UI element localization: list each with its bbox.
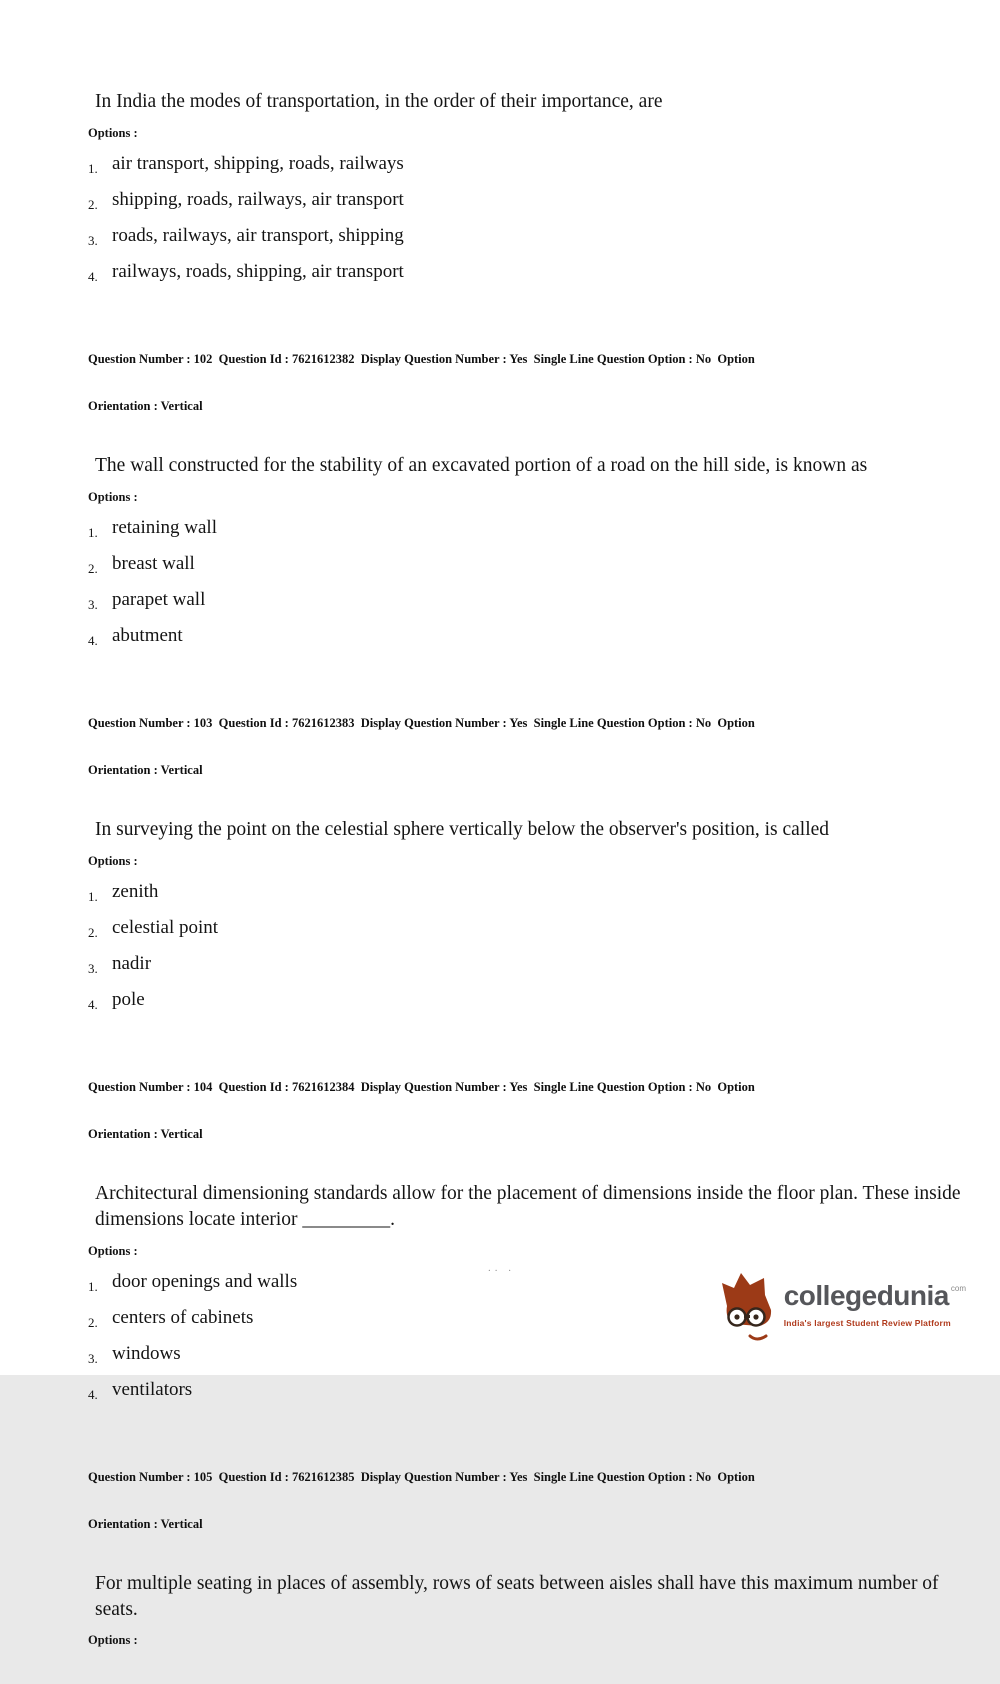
question-meta-line1: Question Number : 105 Question Id : 7621612385 Display Question Number : Yes Single Line Question Option : No Option: [88, 1469, 755, 1484]
question-meta-line2: Orientation : Vertical: [88, 1126, 203, 1141]
option-text: ventilators: [112, 1378, 193, 1400]
question-block: [88, 321, 976, 649]
option-text: windows: [112, 1342, 181, 1364]
collegedunia-bird-icon: [720, 1270, 774, 1344]
option-text: zenith: [112, 880, 159, 902]
question-text: The wall constructed for the stability of an excavated portion of a road on the hill side, is known as: [95, 454, 868, 476]
option-number: 4.: [88, 1386, 98, 1402]
option-row: [88, 987, 976, 1013]
logo-text: [784, 1270, 966, 1328]
options-label: Options :: [88, 489, 138, 504]
option-text: roads, railways, air transport, shipping: [112, 224, 404, 246]
question-meta-line2: Orientation : Vertical: [88, 762, 203, 777]
option-number: 4.: [88, 996, 98, 1012]
option-number: 1.: [88, 888, 98, 904]
question-meta-line2: Orientation : Vertical: [88, 1516, 203, 1531]
option-text: breast wall: [112, 552, 195, 574]
question-block: [88, 1439, 976, 1649]
option-number: 3.: [88, 232, 98, 248]
option-number: 3.: [88, 596, 98, 612]
question-meta: [88, 321, 976, 446]
options-label: Options :: [88, 1633, 138, 1648]
question-block: [88, 1049, 976, 1403]
option-number: 2.: [88, 924, 98, 940]
option-text: pole: [112, 988, 145, 1010]
question-meta: [88, 1049, 976, 1174]
option-row: [88, 259, 976, 285]
option-text: celestial point: [112, 916, 219, 938]
option-row: [88, 623, 976, 649]
question-meta: [88, 685, 976, 810]
options-label: Options :: [88, 125, 138, 140]
option-row: [88, 951, 976, 977]
question-meta-line1: Question Number : 103 Question Id : 7621612383 Display Question Number : Yes Single Line Question Option : No Option: [88, 716, 755, 731]
question-list: [88, 82, 976, 1684]
option-row: [88, 587, 976, 613]
option-text: air transport, shipping, roads, railways: [112, 152, 404, 174]
option-number: 4.: [88, 268, 98, 284]
question-block: [88, 89, 976, 285]
option-number: 2.: [88, 560, 98, 576]
option-number: 2.: [88, 196, 98, 212]
option-number: 2.: [88, 1314, 98, 1330]
question-text: Architectural dimensioning standards allow for the placement of dimensions inside the floor plan. These inside dimensions locate interior _________.: [95, 1182, 961, 1230]
option-text: abutment: [112, 624, 183, 646]
question-meta-line2: Orientation : Vertical: [88, 399, 203, 414]
option-text: railways, roads, shipping, air transport: [112, 260, 404, 282]
option-text: nadir: [112, 952, 152, 974]
question-text: In India the modes of transportation, in the order of their importance, are: [95, 91, 663, 112]
faint-scan-dots: .. .: [488, 1262, 515, 1274]
brand-suffix: com: [950, 1284, 966, 1293]
option-text: retaining wall: [112, 516, 217, 538]
question-text: For multiple seating in places of assembly, rows of seats between aisles shall have this maximum number of seats.: [95, 1572, 939, 1620]
option-row: [88, 187, 976, 213]
option-text: door openings and walls: [112, 1270, 298, 1292]
option-number: 4.: [88, 632, 98, 648]
question-text: In surveying the point on the celestial sphere vertically below the observer's position, is called: [95, 818, 830, 840]
option-number: 3.: [88, 960, 98, 976]
options-label: Options :: [88, 853, 138, 868]
collegedunia-logo: [720, 1270, 966, 1344]
option-text: parapet wall: [112, 588, 206, 610]
option-row: [88, 515, 976, 541]
brand-tagline: India's largest Student Review Platform: [783, 1318, 951, 1328]
option-row: [88, 1341, 976, 1367]
option-text: centers of cabinets: [112, 1306, 254, 1328]
question-block: [88, 685, 976, 1013]
option-number: 3.: [88, 1350, 98, 1366]
option-number: 1.: [88, 1278, 98, 1294]
option-row: [88, 879, 976, 905]
options-label: Options :: [88, 1243, 138, 1258]
option-row: [88, 1377, 976, 1403]
option-row: [88, 551, 976, 577]
option-number: 1.: [88, 524, 98, 540]
question-meta: [88, 1439, 976, 1564]
question-meta-line1: Question Number : 102 Question Id : 7621612382 Display Question Number : Yes Single Line Question Option : No Option: [88, 352, 755, 367]
question-meta-line1: Question Number : 104 Question Id : 7621612384 Display Question Number : Yes Single Line Question Option : No Option: [88, 1080, 755, 1095]
option-row: [88, 151, 976, 177]
option-text: shipping, roads, railways, air transport: [112, 188, 404, 210]
option-number: 1.: [88, 160, 98, 176]
brand-name: collegedunia: [783, 1280, 949, 1311]
option-row: [88, 915, 976, 941]
option-row: [88, 223, 976, 249]
